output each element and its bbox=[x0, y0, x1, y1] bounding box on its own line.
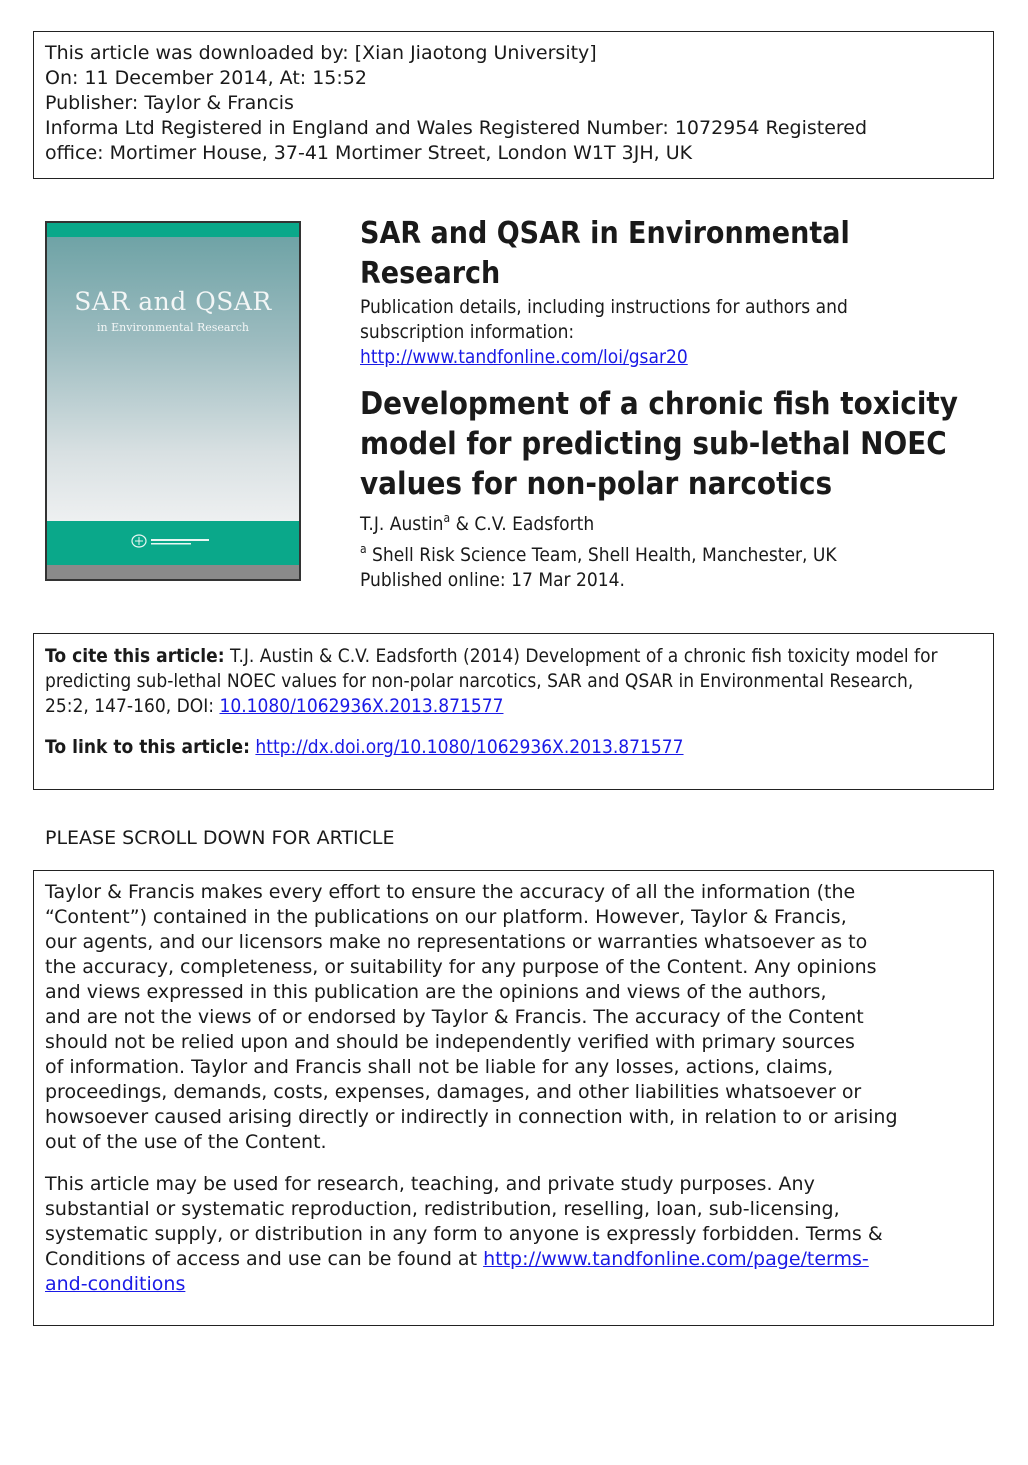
scroll-down-note: PLEASE SCROLL DOWN FOR ARTICLE bbox=[45, 827, 395, 849]
publication-details-text: Publication details, including instructions for authors and subscription information: bbox=[360, 296, 848, 343]
disclaimer-line: and views expressed in this publication are the opinions and views of the authors, bbox=[45, 981, 827, 1003]
affiliation-text: Shell Risk Science Team, Shell Health, Manchester, UK bbox=[366, 544, 837, 566]
journal-cover-image bbox=[45, 221, 301, 581]
terms-line: substantial or systematic reproduction, redistribution, reselling, loan, sub-licensing, bbox=[45, 1198, 840, 1220]
disclaimer-line: out of the use of the Content. bbox=[45, 1131, 327, 1153]
affiliation bbox=[360, 543, 837, 568]
cover-subtitle: in Environmental Research bbox=[97, 321, 249, 334]
author-name[interactable]: & C.V. Eadsforth bbox=[450, 513, 595, 535]
journal-title: SAR and QSAR in Environmental Research bbox=[360, 216, 850, 291]
disclaimer-line: of information. Taylor and Francis shall not be liable for any losses, actions, claims, bbox=[45, 1056, 834, 1078]
disclaimer-line: the accuracy, completeness, or suitability for any purpose of the Content. Any opinions bbox=[45, 956, 877, 978]
terms-line bbox=[45, 1247, 982, 1272]
disclaimer-line: howsoever caused arising directly or indirectly in connection with, in relation to or arising bbox=[45, 1106, 898, 1128]
disclaimer-line: Taylor & Francis makes every effort to ensure the accuracy of all the information (the bbox=[45, 881, 856, 903]
download-line: office: Mortimer House, 37-41 Mortimer Street, London W1T 3JH, UK bbox=[45, 142, 693, 164]
taylor-francis-logo-icon bbox=[129, 533, 225, 549]
download-line: Publisher: Taylor & Francis bbox=[45, 92, 294, 114]
download-line: Informa Ltd Registered in England and Wales Registered Number: 1072954 Registered bbox=[45, 117, 868, 139]
citation-box bbox=[33, 633, 994, 790]
terms-conditions-link-cont[interactable]: and-conditions bbox=[45, 1273, 186, 1295]
disclaimer-line: “Content”) contained in the publications on our platform. However, Taylor & Francis, bbox=[45, 906, 847, 928]
terms-text: Conditions of access and use can be found at bbox=[45, 1248, 484, 1270]
link-label: To link to this article: bbox=[45, 736, 250, 758]
citation-text bbox=[45, 644, 945, 719]
terms-conditions-link[interactable]: http://www.tandfonline.com/page/terms- bbox=[483, 1248, 869, 1270]
disclaimer-line: and are not the views of or endorsed by Taylor & Francis. The accuracy of the Content bbox=[45, 1006, 864, 1028]
publication-details bbox=[360, 295, 918, 370]
disclaimer-box bbox=[33, 870, 994, 1326]
terms-line: systematic supply, or distribution in any form to anyone is expressly forbidden. Terms & bbox=[45, 1223, 883, 1245]
article-title: Development of a chronic fish toxicity model for predicting sub-lethal NOEC values for non-polar narcotics bbox=[360, 386, 958, 502]
download-line: On: 11 December 2014, At: 15:52 bbox=[45, 67, 367, 89]
article-link-line bbox=[45, 735, 684, 760]
cover-title: SAR and QSAR bbox=[74, 287, 272, 316]
journal-url-link[interactable]: http://www.tandfonline.com/loi/gsar20 bbox=[360, 346, 688, 368]
terms-line: This article may be used for research, teaching, and private study purposes. Any bbox=[45, 1173, 815, 1195]
article-doi-url-link[interactable]: http://dx.doi.org/10.1080/1062936X.2013.871577 bbox=[255, 736, 684, 758]
affiliation-marker: a bbox=[443, 511, 451, 525]
disclaimer-line: our agents, and our licensors make no representations or warranties whatsoever as to bbox=[45, 931, 868, 953]
disclaimer-line: should not be relied upon and should be independently verified with primary sources bbox=[45, 1031, 855, 1053]
terms-line bbox=[45, 1272, 982, 1297]
published-online: Published online: 17 Mar 2014. bbox=[360, 569, 625, 591]
disclaimer-line: proceedings, demands, costs, expenses, damages, and other liabilities whatsoever or bbox=[45, 1081, 862, 1103]
author-name[interactable]: T.J. Austin bbox=[360, 513, 444, 535]
download-line: This article was downloaded by: [Xian Jiaotong University] bbox=[45, 42, 597, 64]
download-notice-box bbox=[33, 31, 994, 179]
doi-link[interactable]: 10.1080/1062936X.2013.871577 bbox=[219, 695, 504, 717]
citation-label: To cite this article: bbox=[45, 645, 225, 667]
authors bbox=[360, 512, 594, 537]
citation-body: T.J. Austin & C.V. Eadsforth (2014) Development of a chronic fish toxicity model for predicting sub-lethal NOEC values for non-polar narcotics, SAR and QSAR in Environmental Research, 25:2, 147-160, DOI: bbox=[45, 645, 938, 717]
affiliation-marker: a bbox=[360, 542, 367, 556]
